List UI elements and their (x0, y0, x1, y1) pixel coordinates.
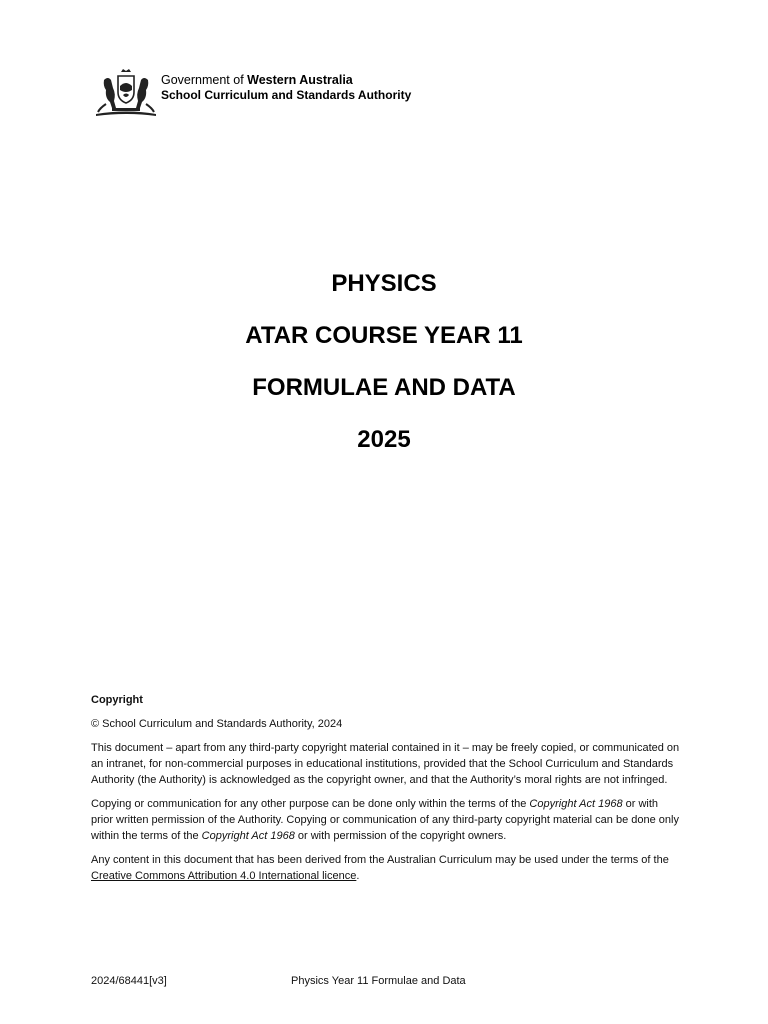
copyright-act-reference-1: Copyright Act 1968 (529, 798, 623, 810)
copyright-notice: © School Curriculum and Standards Authority, 2024 (91, 718, 343, 730)
state-name: Western Australia (247, 73, 353, 87)
para2-text-b: or with prior written permission of the Authority. Copying or communication of any third-party copyright material can be done only within the terms of the (91, 798, 679, 842)
header-logo-block (94, 68, 414, 118)
para3-end: . (356, 870, 360, 882)
wa-coat-of-arms-icon (94, 68, 158, 118)
copyright-heading: Copyright (91, 694, 143, 706)
title-block (0, 270, 768, 478)
copyright-paragraph-1: This document – apart from any third-party copyright material contained in it – may be freely copied, or communicated on an intranet, for non-commercial purposes in educational institutions, provided that the School Curriculum and Standards Authority (the Authority) is acknowledged as the copyright owner, and that the Authority’s moral rights are not infringed. (91, 742, 680, 786)
government-line (161, 73, 411, 88)
document-type-title: FORMULAE AND DATA (252, 374, 516, 401)
course-title: ATAR COURSE YEAR 11 (245, 322, 523, 349)
footer-document-title: Physics Year 11 Formulae and Data (291, 975, 466, 987)
authority-name: School Curriculum and Standards Authority (161, 88, 412, 102)
copyright-section (91, 692, 681, 892)
copyright-paragraph-2 (91, 796, 681, 844)
para2-text-a: Copying or communication for any other purpose can be done only within the terms of the (91, 798, 530, 810)
document-reference: 2024/68441[v3] (91, 975, 167, 987)
copyright-paragraph-3 (91, 852, 681, 884)
para2-text-c: or with permission of the copyright owners. (294, 830, 507, 842)
government-prefix: Government of (161, 73, 248, 87)
para3-text: Any content in this document that has been derived from the Australian Curriculum may be used under the terms of the (91, 854, 669, 866)
year-title: 2025 (357, 426, 411, 453)
creative-commons-licence-link[interactable]: Creative Commons Attribution 4.0 International licence (91, 870, 357, 882)
subject-title: PHYSICS (331, 270, 437, 297)
copyright-act-reference-2: Copyright Act 1968 (201, 830, 295, 842)
